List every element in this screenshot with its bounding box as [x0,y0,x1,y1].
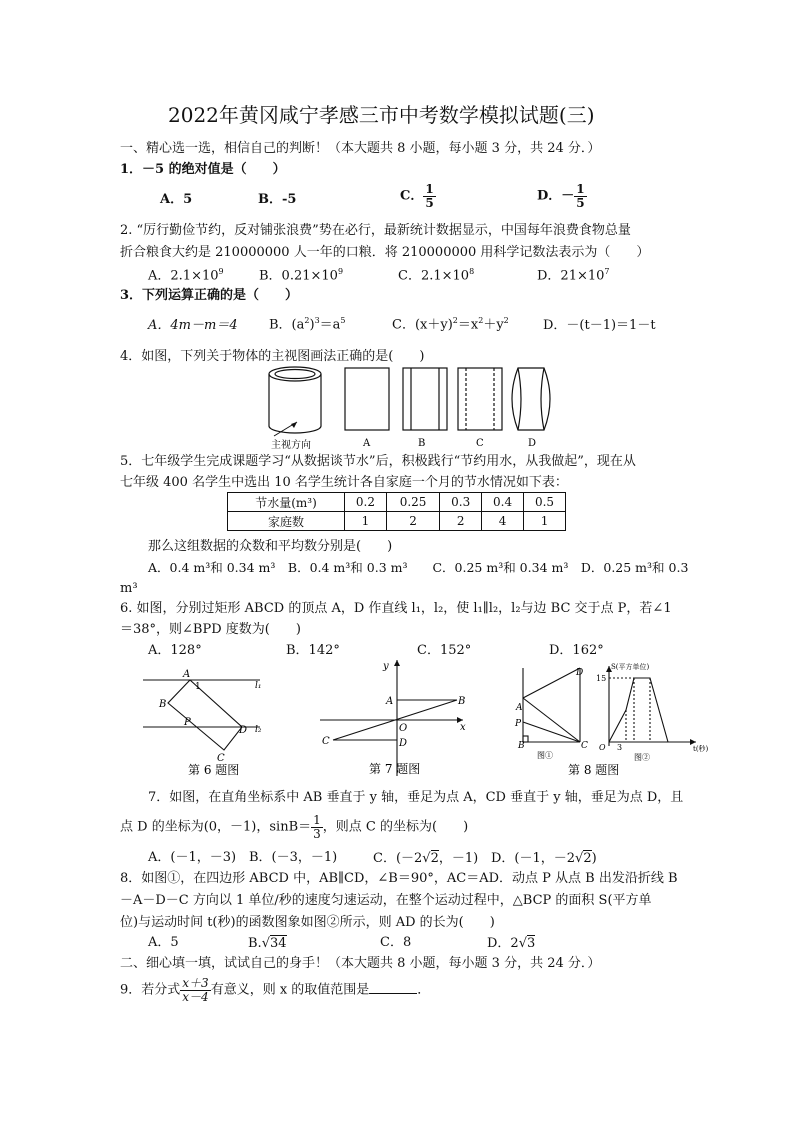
q6-option-c: C．152° [417,643,472,658]
view-a-shape [345,368,389,430]
svg-text:A: A [386,696,394,707]
q9-line: 9．若分式 $\frac{x+3}{x-4}$ 有意义，则 x 的取值范围是 ． [120,976,431,1004]
view-label-a: A [363,438,371,449]
svg-text:P: P [515,719,522,729]
svg-text:l₂: l₂ [255,725,262,735]
q2-option-c: C．$2.1\times 10^8$ [398,267,475,284]
q7-line-1: 7．如图，在直角坐标系中 AB 垂直于 y 轴，垂足为点 A，CD 垂直于 y 轴，垂足为点 D，且 [148,790,684,805]
table-header-cell: 家庭数 [228,512,345,531]
q2-option-b: B．$0.21\times 10^9$ [259,267,344,284]
q1-option-c: C． $\frac{1}{5}$ [400,182,434,210]
q7-option-d: D．(－1，－2√2) [491,851,597,866]
table-cell: 1 [345,512,387,531]
table-cell: 0.5 [524,493,566,512]
view-label-b: B [418,438,426,449]
table-cell: 4 [482,512,524,531]
q8-line-3: 位)与运动时间 t(秒)的函数图象如图②所示，则 AD 的长为( ) [120,915,495,930]
figure-6 [138,666,273,778]
q6-option-a: A．128° [148,643,202,658]
table-cell: 2 [440,512,482,531]
q1-option-b: B．-5 [258,192,297,207]
table-cell: 0.4 [482,493,524,512]
q5-options: A．0.4 m³和 0.34 m³ B．0.4 m³和 0.3 m³ C．0.25 m³和 0.34 m³ D．0.25 m³和 0.3 [148,560,689,575]
table-row [228,512,566,531]
svg-text:B: B [159,699,167,710]
svg-text:B: B [518,741,525,751]
q3-option-c: C．$(x+y)^2=x^2+y^2$ [392,316,509,333]
svg-text:B: B [458,696,466,707]
q7-line-2: 点 D 的坐标为(0，－1)，sinB＝ $\frac{1}{3}$ ，则点 C 的坐标为( ) [120,813,469,841]
svg-text:O: O [399,723,408,734]
q6-line-2: ＝38°，则∠BPD 度数为( ) [120,622,301,637]
svg-text:D: D [399,738,408,749]
section-2-heading: 二、细心填一填，试试自己的身手！（本大题共 8 小题，每小题 3 分，共 24 分．） [120,956,601,971]
view-b-shape [403,368,447,430]
q5-line-2: 七年级 400 名学生中选出 10 名学生统计各自家庭一个月的节水情况如下表： [120,475,568,490]
svg-text:图①: 图① [537,751,553,760]
q7-option-c: C．(－2√2，－1) [373,851,479,866]
svg-text:15: 15 [596,674,607,683]
q6-option-d: D．162° [549,643,604,658]
svg-text:S(平方单位): S(平方单位) [611,663,650,671]
q8-option-b: B.√34 [248,936,287,951]
q1-stem: 1．－5 的绝对值是（ ） [120,162,286,177]
svg-text:1: 1 [195,682,201,692]
table-header-cell: 节水量(m³) [228,493,345,512]
figure-6-caption: 第 6 题图 [188,763,240,777]
table-cell: 0.3 [440,493,482,512]
q2-line-1: 2. “厉行勤俭节约，反对铺张浪费”势在必行，最新统计数据显示，中国每年浪费食物总量 [120,223,631,238]
water-saving-table [227,492,566,531]
q8-line-2: －A－D－C 方向以 1 单位/秒的速度匀速运动，在整个运动过程中，△BCP 的面积 S(平方单 [120,893,652,908]
q4-figure [262,362,562,454]
svg-text:y: y [383,661,389,672]
q8-option-a: A．5 [148,935,179,950]
q3-option-d: D．－(t－1)＝1－t [543,318,656,333]
table-cell: 2 [386,512,439,531]
figure-8-caption: 第 8 题图 [568,763,620,777]
q8-line-1: 8．如图①，在四边形 ABCD 中，AB∥CD，∠B＝90°，AC＝AD．动点 P 从点 B 出发沿折线 B [120,871,678,886]
q2-option-a: A．$2.1\times 10^9$ [148,267,224,284]
svg-text:P: P [184,717,191,728]
page-title: 2022年黄冈咸宁孝感三市中考数学模拟试题(三) [168,103,595,127]
svg-text:D: D [239,725,248,736]
q7-option-a: A．(－1，－3) [148,850,237,865]
svg-text:3: 3 [617,743,623,752]
table-row [228,493,566,512]
svg-text:D: D [576,668,584,678]
svg-text:A: A [516,703,523,713]
q1-option-a: A．5 [160,192,193,207]
svg-text:t(秒): t(秒) [693,745,709,753]
q7-option-b: B．(－3，－1) [249,850,338,865]
q9-answer-blank[interactable] [369,993,417,994]
svg-text:x: x [460,722,466,733]
view-c-shape [458,368,502,430]
svg-text:A: A [183,669,191,680]
q5-line-3: 那么这组数据的众数和平均数分别是( ) [148,539,393,554]
q8-option-c: C．8 [380,935,412,950]
q2-option-d: D．$21\times 10^7$ [537,267,610,284]
q5-line-1: 5．七年级学生完成课题学习“从数据谈节水”后，积极践行“节约用水，从我做起”，现在从 [120,454,636,469]
q5-options-wrap: m³ [120,581,138,596]
figure-7-caption: 第 7 题图 [369,762,421,776]
q3-option-b: B．$(a^2)^3=a^5$ [269,316,346,333]
view-direction-label: 主视方向 [271,440,311,451]
table-cell: 1 [524,512,566,531]
section-1-heading: 一、精心选一选，相信自己的判断！（本大题共 8 小题，每小题 3 分，共 24 分．） [120,141,601,156]
svg-text:图②: 图② [634,753,650,762]
q8-option-d: D．2√3 [487,936,536,951]
q3-stem: 3．下列运算正确的是（ ） [120,288,299,303]
svg-text:C: C [217,753,225,764]
svg-text:C: C [322,736,330,747]
q1-option-d: D．－ $\frac{1}{5}$ [537,182,585,210]
view-direction-arrow [291,422,297,428]
table-cell: 0.25 [386,493,439,512]
view-label-d: D [528,438,537,449]
svg-text:O: O [599,743,606,752]
q6-line-1: 6. 如图，分别过矩形 ABCD 的顶点 A，D 作直线 l₁，l₂，使 l₁∥l₂，l₂与边 BC 交于点 P，若∠1 [120,601,672,616]
view-label-c: C [476,438,484,449]
table-cell: 0.2 [345,493,387,512]
svg-text:l₁: l₁ [255,681,262,691]
figure-8 [510,662,732,778]
q2-line-2: 折合粮食大约是 210000000 人一年的口粮．将 210000000 用科学记数法表示为（ ） [120,245,650,260]
q6-option-b: B．142° [286,643,340,658]
q3-option-a: A．4m－m＝4 [148,318,238,333]
figure-7 [317,656,477,778]
svg-text:C: C [581,741,588,751]
q4-stem: 4．如图，下列关于物体的主视图画法正确的是( ) [120,349,425,364]
view-d-shape [512,368,550,430]
